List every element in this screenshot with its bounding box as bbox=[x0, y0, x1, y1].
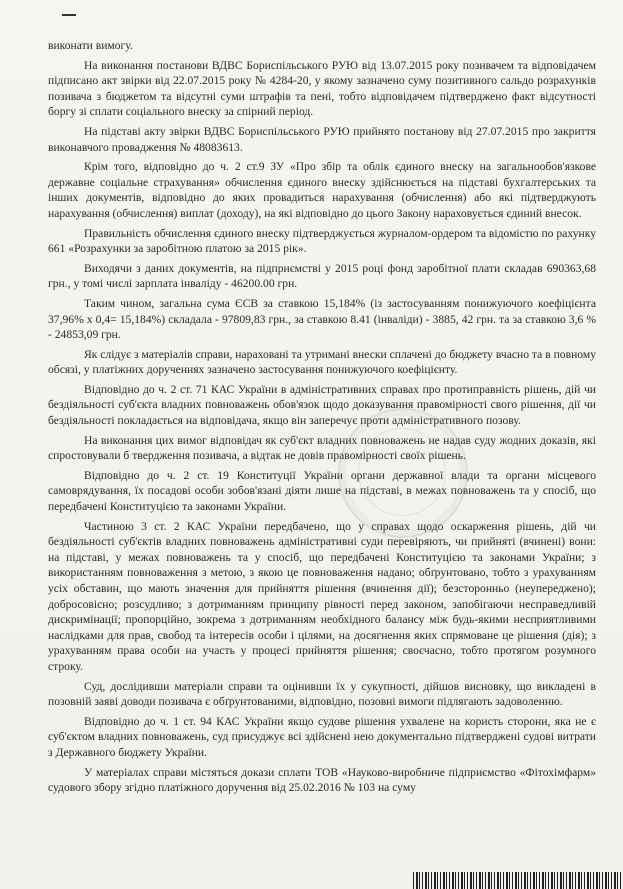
top-mark bbox=[62, 14, 76, 16]
paragraph-2: На виконання постанови ВДВС Бориспільського РУЮ від 13.07.2015 року позивачем та відповідачем підписано акт звірки від 22.07.2015 року № 4284-20, у якому зазначено суму позитивного сальдо розрахунків позивача з бюджетом та відсутні суми штрафів та пені, тобто відповідачем підтверджено факт відсутності боргу зі сплати соціального внеску за спірний період. bbox=[48, 58, 596, 119]
paragraph-7: Таким чином, загальна сума ЄСВ за ставкою 15,184% (із застосуванням понижуючого коефіцієнта 37,96% х 0,4= 15,184%) складала - 97809,83 грн., за ставкою 8.41 (інваліди) - 3885, 42 грн. та за ставкою 3,6 % - 24853,09 грн. bbox=[48, 296, 596, 342]
barcode bbox=[413, 872, 621, 889]
paragraph-11: Відповідно до ч. 2 ст. 19 Конституції України органи державної влади та органи місцевого самоврядування, їх посадові особи зобов'язані діяти лише на підставі, в межах повноважень та у спосіб, що передбачені Конституцією та законами України. bbox=[48, 468, 596, 514]
paragraph-1: виконати вимогу. bbox=[48, 39, 133, 52]
paragraph-10: На виконання цих вимог відповідач як суб'єкт владних повноважень не надав суду жодних доказів, які спростовували б твердження позивача, а відтак не довів правомірності своїх рішень. bbox=[48, 433, 596, 463]
paragraph-14: Відповідно до ч. 1 ст. 94 КАС України якщо судове рішення ухвалене на користь сторони, яка не є суб'єктом владних повноважень, суд присуджує всі здійснені нею документально підтверджені судові витрати з Державного бюджету України. bbox=[48, 714, 596, 759]
paragraph-13: Суд, дослідивши матеріали справи та оцінивши їх у сукупності, дійшов висновку, що викладені в позовній заяві доводи позивача є обґрунтованими, відповідно, позовні вимоги підлягають задоволенню. bbox=[48, 679, 596, 709]
document-body bbox=[48, 38, 596, 800]
paragraph-6: Виходячи з даних документів, на підприємстві у 2015 році фонд заробітної плати складав 690363,68 грн., у томі числі зарплата інваліду - 46200.00 грн. bbox=[48, 261, 596, 291]
paragraph-12: Частиною 3 ст. 2 КАС України передбачено, що у справах щодо оскарження рішень, дій чи бездіяльності суб'єктів владних повноважень адміністративні суди перевіряють, чи прийняті (вчинені) вони: на підставі, у межах повноважень та у спосіб, що передбачені Конституцією та законами України; з використанням повноваження з метою, з якою це повноваження надано; обґрунтовано, тобто з урахуванням усіх обставин, що мають значення для прийняття рішення (вчинення дії); безсторонньо (неупереджено); добросовісно; розсудливо; з дотриманням принципу рівності перед законом, запобігаючи несправедливій дискримінації; пропорційно, зокрема з дотриманням необхідного балансу між будь-якими несприятливими наслідками для прав, свобод та інтересів особи і цілями, на досягнення яких спрямоване це рішення (дія); з урахуванням права особи на участь у процесі прийняття рішення; своєчасно, тобто протягом розумного строку. bbox=[48, 519, 596, 673]
paragraph-8: Як слідує з матеріалів справи, нараховані та утримані внески сплачені до бюджету вчасно та в повному обсязі, у платіжних дорученнях зазначено застосування понижуючого коефіцієнту. bbox=[48, 347, 596, 377]
paragraph-5: Правильність обчислення єдиного внеску підтверджується журналом-ордером та відомістю по рахунку 661 «Розрахунки за заробітною платою за 2015 рік». bbox=[48, 226, 596, 256]
paragraph-4: Крім того, відповідно до ч. 2 ст.9 ЗУ «Про збір та облік єдиного внеску на загальнообов'язкове державне соціальне страхування» обчислення єдиного внеску здійснюється на підставі бухгалтерських та інших документів, відповідно до яких провадиться нарахування (обчислення) або які підтверджують нарахування (обчислення) виплат (доходу), на які відповідно до цього Закону нараховується єдиний внесок. bbox=[48, 160, 596, 220]
paragraph-3: На підставі акту звірки ВДВС Бориспільського РУЮ прийнято постанову від 27.07.2015 про закриття виконавчого провадження № 48083613. bbox=[48, 124, 596, 154]
paragraph-15: У матеріалах справи містяться докази сплати ТОВ «Науково-виробниче підприємство «Фітохімфарм» судового збору згідно платіжного доручення від 25.02.2016 № 103 на суму bbox=[48, 765, 596, 795]
paragraph-9: Відповідно до ч. 2 ст. 71 КАС України в адміністративних справах про протиправність рішень, дій чи бездіяльності суб'єкта владних повноважень обов'язок щодо доказування правомірності свого рішення, дії чи бездіяльності покладається на відповідача, якщо він заперечує проти адміністративного позову. bbox=[48, 382, 596, 428]
